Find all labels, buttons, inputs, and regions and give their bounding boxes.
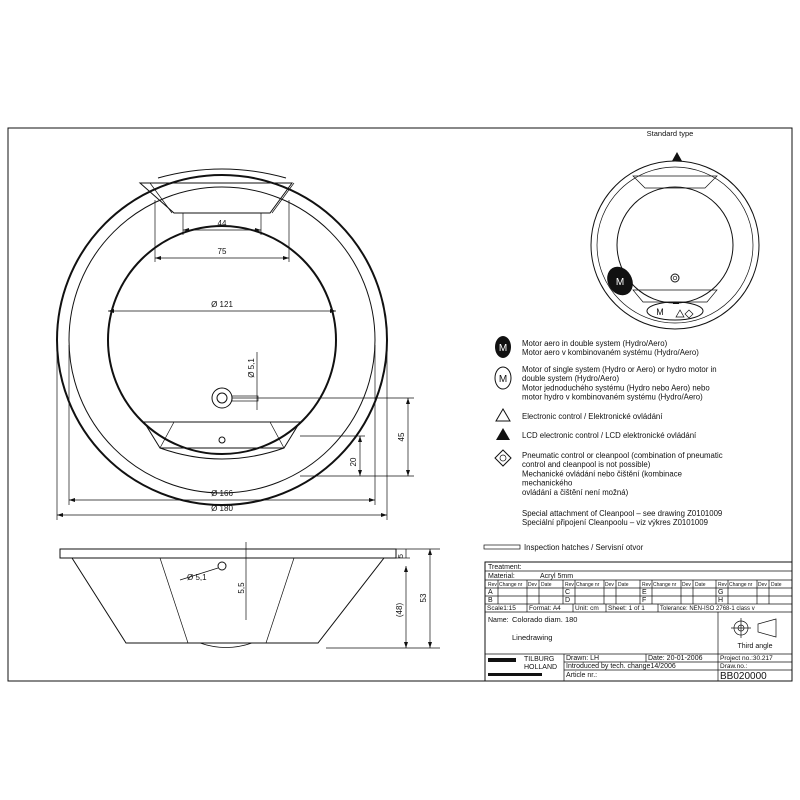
side-dim-5-1: Ø 5,1 (187, 573, 207, 582)
rim-edge (60, 549, 396, 558)
company-logo-bar (488, 673, 542, 676)
tb-rev-c: C (565, 589, 571, 596)
special-attachment: Special attachment of Cleanpool – see drawing Z0101009 Speciální připojení Cleanpoolu – viz výkres Z0101009 (522, 509, 723, 528)
tb-chg-h1: Change nr (499, 582, 523, 588)
tb-sheet: Sheet: 1 of 1 (608, 605, 645, 612)
tb-date-h1: Date (541, 582, 552, 588)
dim-121: Ø 121 (211, 300, 233, 309)
third-angle-symbol (731, 618, 776, 638)
side-dim-5-5: 5,5 (237, 582, 246, 594)
tb-dev-h4: Dev (758, 582, 767, 588)
dim-5-1: Ø 5,1 (247, 358, 256, 378)
legend (484, 336, 723, 552)
legend-text-2: Motor of single system (Hydro or Aero) or hydro motor in double system (Hydro/Aero) Motor jednoduchého systému (Hydro nebo Aero) nebo motor hydro v kombinovaném systému (Hydro/Aero) (522, 365, 717, 402)
tb-date-h3: Date (695, 582, 706, 588)
tb-projection: Third angle (737, 643, 773, 650)
tb-chg-h2: Change nr (576, 582, 600, 588)
dim-180: Ø 180 (211, 504, 233, 513)
side-view (60, 542, 440, 648)
dim-166: Ø 166 (211, 489, 233, 498)
tb-company-1: TILBURG (524, 656, 555, 663)
tb-format: Format: A4 (529, 605, 561, 612)
drawing-frame (8, 128, 792, 681)
tb-name-value: Colorado diam. 180 (512, 615, 578, 624)
tb-treatment: Treatment: (488, 564, 522, 571)
inset-title: Standard type (646, 129, 694, 138)
drain-small (219, 437, 225, 443)
tb-rev-h4: Rev (718, 582, 727, 588)
standard-type-inset (591, 129, 759, 329)
tb-drawn: Drawn: LH (566, 655, 600, 662)
inspection-text: Inspection hatches / Servisní otvor (524, 543, 644, 552)
tb-drawing-no: BB020000 (720, 671, 767, 682)
tb-rev-a: A (488, 589, 493, 596)
legend-text-1: Motor aero in double system (Hydro/Aero) Motor aero v kombinovaném systému (Hydro/Aero) (522, 339, 699, 358)
basin-circle (108, 226, 336, 454)
tb-rev-d: D (565, 597, 571, 604)
inset-motor-letter: M (656, 307, 664, 317)
tb-subtitle: Linedrawing (512, 633, 553, 642)
tub-body (72, 558, 384, 643)
motor-aero-letter: M (498, 343, 508, 354)
tb-company-2: HOLLAND (524, 664, 558, 671)
tb-material-value: Acryl 5mm (540, 573, 574, 580)
tb-dev-h2: Dev (605, 582, 614, 588)
tb-rev-b: B (488, 597, 493, 604)
tb-material-label: Material: (488, 573, 515, 580)
tb-rev-h2: Rev (565, 582, 574, 588)
tb-introduced: Introduced by tech. change14/2006 (566, 663, 676, 670)
top-seat-curve (158, 169, 286, 178)
legend-text-5: Pneumatic control or cleanpool (combination of pneumatic control and cleanpool is not possible) Mechanické ovládání nebo čištění (kombinace mechanického ovládání a čištění není možná) (522, 451, 723, 497)
tb-unit: Unit: cm (575, 605, 599, 612)
tb-scale: Scale1:15 (487, 605, 516, 612)
tb-chg-h4: Change nr (729, 582, 753, 588)
title-block (485, 562, 792, 682)
overflow-inner (217, 393, 227, 403)
tb-name-label: Name: (488, 617, 509, 624)
bottom-seat-outline (144, 422, 300, 448)
tb-chg-h3: Change nr (653, 582, 677, 588)
motor-single-letter: M (498, 374, 508, 385)
legend-text-3: Electronic control / Elektronické ovládání (522, 412, 663, 421)
lcd-control-icon (496, 428, 510, 440)
tb-rev-e: E (642, 589, 647, 596)
dim-75: 75 (217, 247, 227, 256)
dim-20: 20 (349, 457, 358, 467)
dim-44: 44 (217, 219, 227, 228)
tb-rev-h3: Rev (642, 582, 651, 588)
tb-dev-h1: Dev (528, 582, 537, 588)
dim-45: 45 (397, 432, 406, 442)
top-view (57, 169, 414, 520)
company-logo-mark (488, 658, 516, 662)
tb-rev-h1: Rev (488, 582, 497, 588)
overflow-outer (212, 388, 232, 408)
lcd-control-marker (672, 152, 682, 161)
inspection-hatch-icon (484, 545, 520, 549)
tb-rev-f: F (642, 597, 647, 604)
tb-tolerance: Tolerance: NEN-ISO 2768-1 class v (660, 606, 755, 612)
side-dim-48: (48) (395, 602, 404, 618)
tb-date-h2: Date (618, 582, 629, 588)
tb-dev-h3: Dev (682, 582, 691, 588)
pneumatic-control-icon (495, 450, 511, 466)
tb-rev-g: G (718, 589, 724, 596)
side-overflow (218, 562, 226, 570)
side-dim-53: 53 (419, 593, 428, 603)
legend-text-4: LCD electronic control / LCD elektronické ovládání (522, 431, 697, 440)
electronic-control-icon (496, 409, 510, 421)
tb-article: Article nr.: (566, 672, 598, 679)
inner-rim-circle (69, 187, 375, 493)
tb-rev-h: H (718, 597, 724, 604)
tb-project: Project no.:30.217 (720, 655, 773, 662)
side-dim-5: 5 (398, 554, 405, 558)
tb-date: Date: 20-01-2006 (648, 655, 703, 662)
tb-date-h4: Date (771, 582, 782, 588)
tb-drawno-label: Draw.no.: (720, 663, 748, 670)
inset-motor-aero-letter: M (615, 277, 625, 288)
